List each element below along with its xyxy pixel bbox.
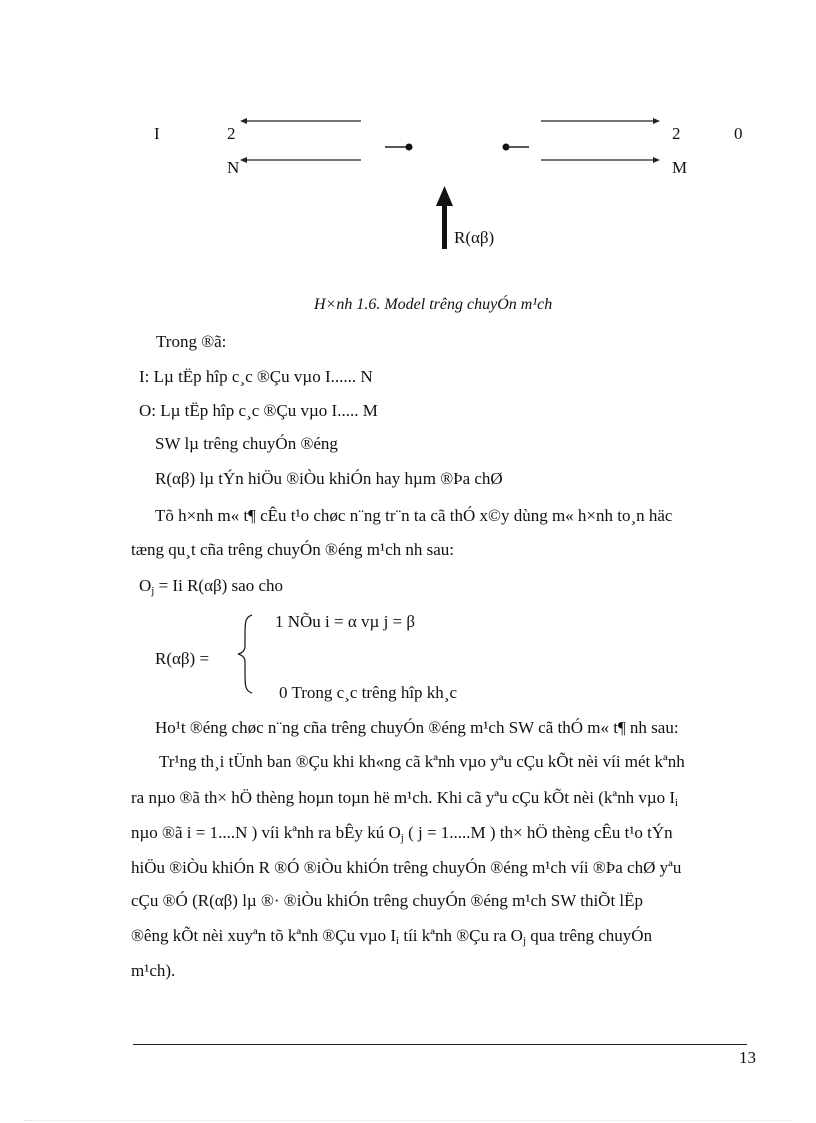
arrowhead-left-icon (240, 118, 247, 124)
paragraph-line: Tõ h×nh m« t¶ cÊu t¹o chøc n¨ng tr¨n ta cã thÓ x©y dùng m« h×nh to¸n häc (155, 506, 673, 525)
output-label-m: M (672, 158, 688, 177)
r-equals: R(αβ) = (155, 649, 210, 668)
arrowhead-right-icon (653, 118, 660, 124)
text-line: R(αβ) lµ tÝn hiÖu ®iÒu khiÓn hay hµm ®Þa chØ (155, 469, 503, 488)
figure-caption: H×nh 1.6. Model trêng chuyÓn m¹ch (314, 296, 553, 313)
arrowhead-left-icon (240, 157, 247, 163)
page-number: 13 (739, 1048, 756, 1067)
paragraph-line: ®êng kÕt nèi xuyªn tõ kªnh ®Çu vµo $I_i$ tíi kªnh ®Çu ra $O_j$ qua trêng chuyÓn (131, 926, 653, 947)
paragraph-line: hiÖu ®iÒu khiÓn R ®Ó ®iÒu khiÓn trêng chuyÓn ®éng m¹ch víi ®Þa chØ yªu (131, 858, 682, 877)
paragraph-line: ra nµo ®ã th× hÖ thèng hoµn toµn hë m¹ch. Khi cã yªu cÇu kÕt nèi (kªnh vµo $I_i$ (131, 788, 679, 809)
input-label-n: N (227, 158, 240, 177)
curly-brace-icon (236, 613, 258, 695)
arrowhead-right-icon (653, 157, 660, 163)
switch-node-left (406, 144, 413, 151)
paragraph-line: Ho¹t ®éng chøc n¨ng cña trêng chuyÓn ®éng m¹ch SW cã thÓ m« t¶ nh sau: (155, 718, 679, 737)
text-line: SW lµ trêng chuyÓn ®éng (155, 434, 338, 453)
case-one: 1 NÕu i = α vµ j = β (275, 612, 416, 631)
paragraph-line: Tr¹ng th¸i tÜnh ban ®Çu khi kh«ng cã kªnh vµo yªu cÇu kÕt nèi víi mét kªnh (159, 752, 685, 771)
text-line: Trong ®ã: (156, 332, 227, 351)
arrow-up-icon (436, 186, 453, 206)
input-label-2: 2 (227, 124, 236, 143)
paragraph-line: m¹ch). (131, 961, 176, 980)
footer-rule (133, 1044, 747, 1045)
control-signal-label: R(αβ) (454, 228, 495, 247)
input-label-i: I (154, 124, 160, 143)
diagram-lines (0, 0, 816, 270)
text-line: O: Lµ tËp hîp c¸c ®Çu vµo I..... M (139, 401, 378, 420)
text-line: I: Lµ tËp hîp c¸c ®Çu vµo I...... N (139, 367, 373, 386)
paragraph-line: tæng qu¸t cña trêng chuyÓn ®éng m¹ch nh sau: (131, 540, 454, 559)
paragraph-line: cÇu ®Ó (R(αβ) lµ ®· ®iÒu khiÓn trêng chuyÓn ®éng m¹ch SW thiÕt lËp (131, 891, 644, 910)
control-arrow-shaft (442, 203, 447, 249)
formula-line: $O_j = Ii$ R(αβ) sao cho (139, 576, 283, 597)
case-two: 0 Trong c¸c trêng hîp kh¸c (279, 683, 458, 702)
page-edge-divider (24, 1120, 794, 1121)
output-label-0: 0 (734, 124, 743, 143)
output-label-2: 2 (672, 124, 681, 143)
paragraph-line: nµo ®ã i = 1....N ) víi kªnh ra bÊy kú $O_j$ ( j = 1.....M ) th× hÖ thèng cÊu t¹o tÝn (131, 823, 673, 844)
